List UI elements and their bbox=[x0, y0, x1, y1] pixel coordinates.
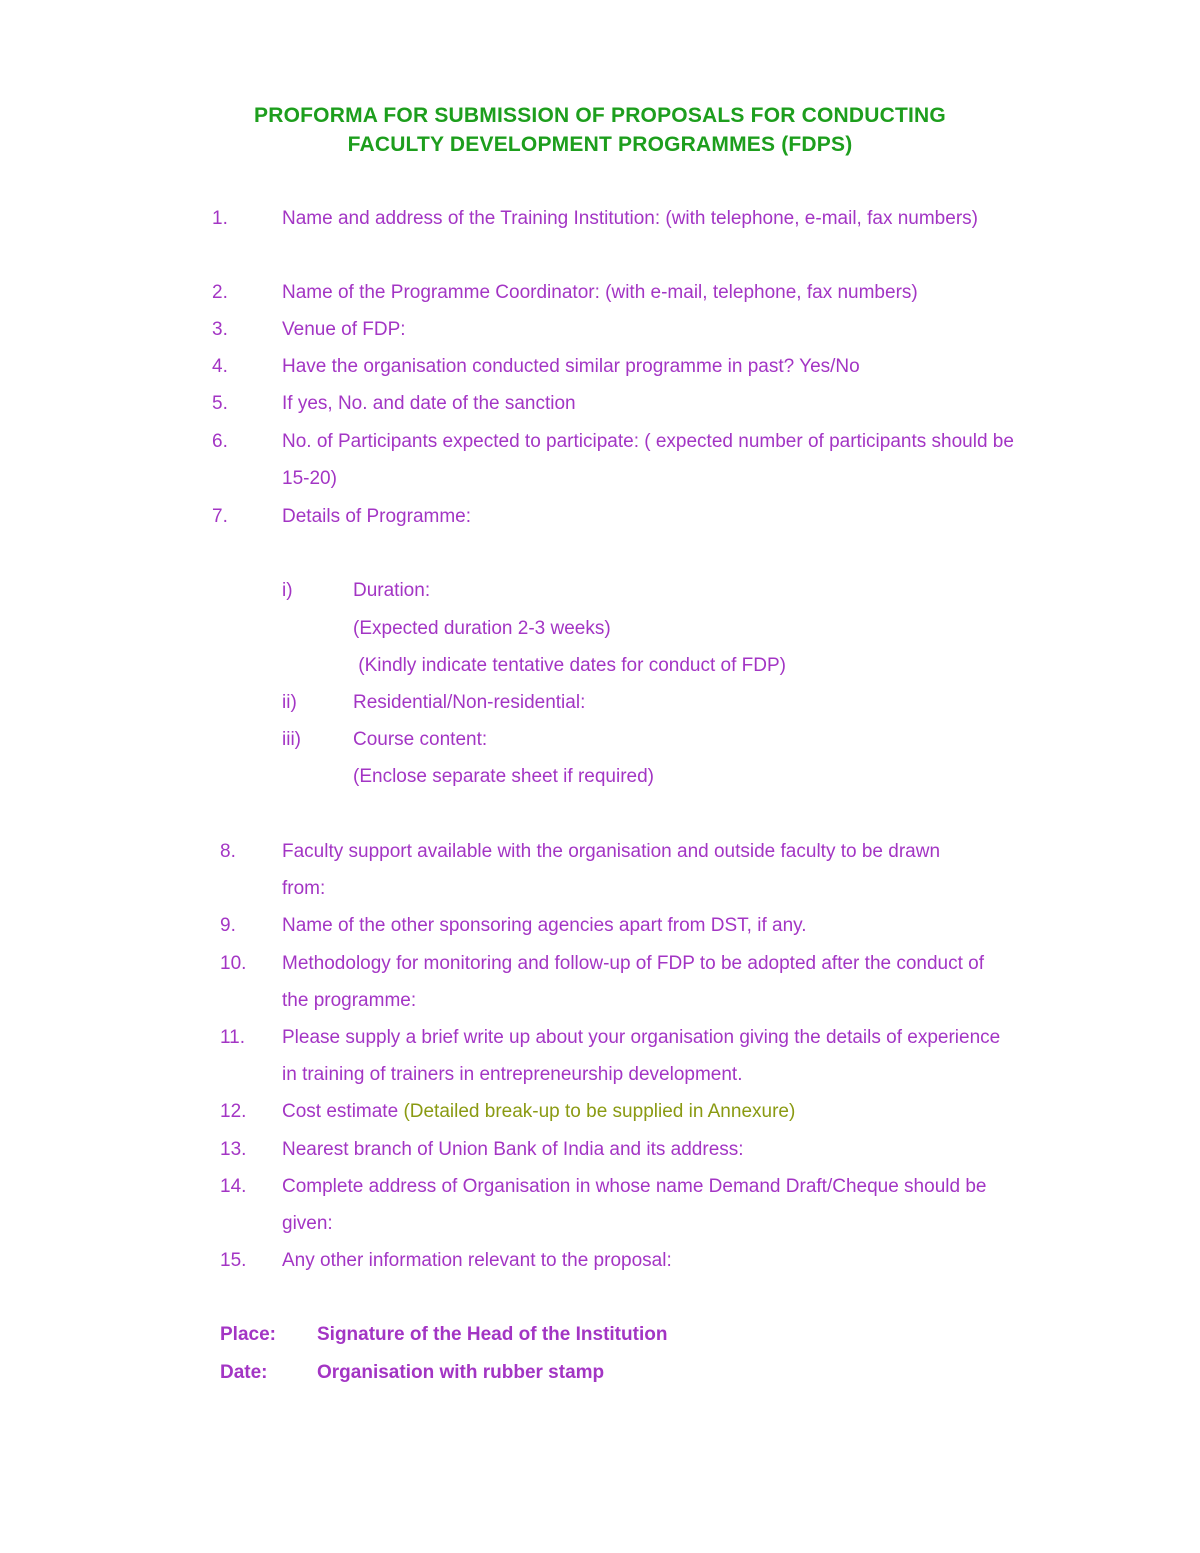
date-label: Date: bbox=[220, 1362, 268, 1383]
subitem-note: (Expected duration 2-3 weeks) bbox=[353, 618, 611, 639]
item-number: 11. bbox=[220, 1027, 246, 1048]
item-text: If yes, No. and date of the sanction bbox=[282, 393, 576, 414]
item-number: 9. bbox=[220, 915, 236, 936]
item-text: Methodology for monitoring and follow-up of FDP to be adopted after the conduct of the programme: bbox=[282, 953, 985, 1011]
item-number: 10. bbox=[220, 953, 247, 974]
item-text: Name of the Programme Coordinator: (with e-mail, telephone, fax numbers) bbox=[282, 282, 918, 303]
signature-line: Signature of the Head of the Institution bbox=[317, 1324, 668, 1345]
item-text bbox=[282, 1093, 1042, 1130]
item-text: Venue of FDP: bbox=[282, 319, 406, 340]
item-number: 2. bbox=[212, 282, 228, 303]
subitem-note: (Kindly indicate tentative dates for conduct of FDP) bbox=[353, 655, 786, 676]
item-number: 1. bbox=[212, 208, 228, 229]
item-number: 14. bbox=[220, 1176, 247, 1197]
annexure-note: (Detailed break-up to be supplied in Annexure) bbox=[403, 1101, 796, 1122]
item-number: 5. bbox=[212, 393, 228, 414]
item-text: Name of the other sponsoring agencies apart from DST, if any. bbox=[282, 915, 807, 936]
subitem-text: Duration: bbox=[353, 580, 431, 601]
item-text: Any other information relevant to the proposal: bbox=[282, 1250, 672, 1271]
item-number: 13. bbox=[220, 1139, 247, 1160]
title-line-1: PROFORMA FOR SUBMISSION OF PROPOSALS FOR CONDUCTING bbox=[254, 104, 946, 127]
subitem-text: Residential/Non-residential: bbox=[353, 692, 586, 713]
item-number: 15. bbox=[220, 1250, 247, 1271]
item-number: 8. bbox=[220, 841, 236, 862]
title-line-2: FACULTY DEVELOPMENT PROGRAMMES (FDPS) bbox=[347, 133, 853, 156]
item-text: No. of Participants expected to participate: ( expected number of participants should be 15-20) bbox=[282, 431, 1014, 489]
item-number: 6. bbox=[212, 431, 228, 452]
subitem-number: i) bbox=[282, 580, 293, 601]
subitem-number: ii) bbox=[282, 692, 297, 713]
item-text: Details of Programme: bbox=[282, 506, 472, 527]
item-text: Complete address of Organisation in whose name Demand Draft/Cheque should be given: bbox=[282, 1176, 987, 1234]
item-text-main: Cost estimate bbox=[282, 1101, 404, 1122]
item-number: 7. bbox=[212, 506, 228, 527]
item-text: Please supply a brief write up about your organisation giving the details of experience in training of trainers in entrepreneurship development. bbox=[282, 1027, 1001, 1085]
stamp-line: Organisation with rubber stamp bbox=[317, 1362, 605, 1383]
item-text: Have the organisation conducted similar programme in past? Yes/No bbox=[282, 356, 860, 377]
item-number: 4. bbox=[212, 356, 228, 377]
subitem-number: iii) bbox=[282, 729, 301, 750]
item-text: Nearest branch of Union Bank of India and its address: bbox=[282, 1139, 744, 1160]
item-number: 3. bbox=[212, 319, 228, 340]
place-label: Place: bbox=[220, 1324, 276, 1345]
subitem-text: Course content: bbox=[353, 729, 488, 750]
item-text: Name and address of the Training Institution: (with telephone, e-mail, fax numbers) bbox=[282, 208, 978, 229]
subitem-note: (Enclose separate sheet if required) bbox=[353, 766, 654, 787]
item-text: Faculty support available with the organisation and outside faculty to be drawn from: bbox=[282, 841, 941, 899]
item-number: 12. bbox=[220, 1101, 247, 1122]
